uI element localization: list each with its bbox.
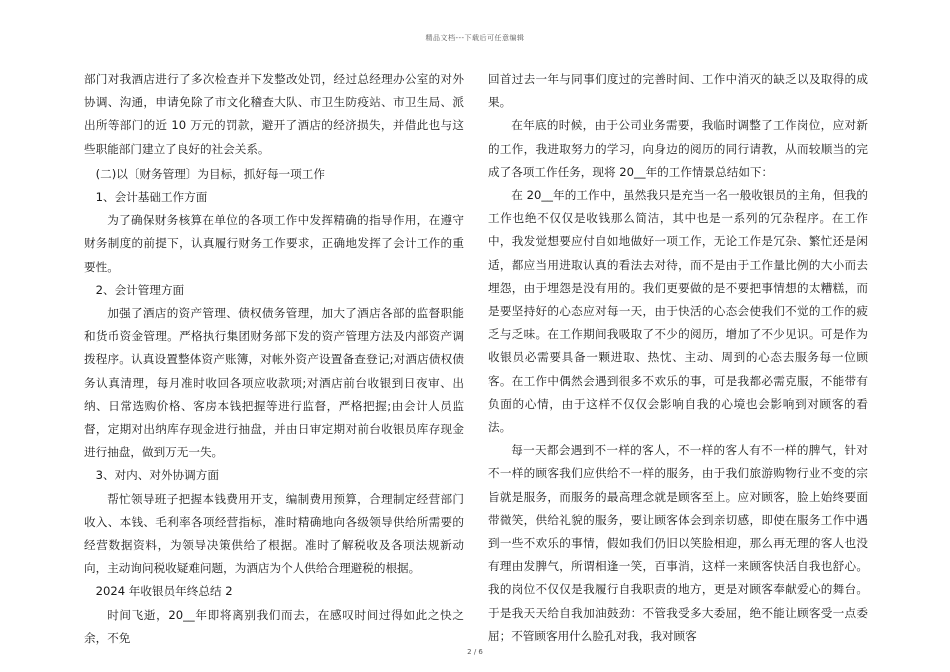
- subsection-heading: 2、会计管理方面: [95, 282, 185, 297]
- right-column: [488, 68, 868, 648]
- subsection-heading: 1、会计基础工作方面: [95, 190, 208, 205]
- page-number: 2 / 6: [467, 648, 483, 656]
- page-header: 精品文档---下载后可任意编辑: [425, 34, 525, 42]
- paragraph: 帮忙领导班子把握本钱费用开支，编制费用预算，合理制定经营部门收入、本钱、毛利率各项经营指标，准时精确地向各级领导供给所需要的经营数据资料，为领导决策供给了根据。准时了解税收及各项法规新动向，主动询问税收疑难问题，为酒店为个人供给合理避税的根据。: [84, 491, 464, 576]
- section-heading: (二)以〔财务管理〕为目标，抓好每一项工作: [95, 166, 325, 181]
- paragraph: 在 20__年的工作中，虽然我只是充当一名一般收银员的主角，但我的工作也绝不仅仅是收钱那么简洁，其中也是一系列的冗杂程序。在工作中，我发觉想要应付自如地做好一项工作，无论工作是冗杂、繁忙还是闲适，都应当用进取认真的看法去对待，而不是由于工作量比例的大小而去埋怨，由于埋怨是没有用的。我们更要做的是不要把事情想的太糟糕，而是要坚持好的心态应对每一天，由于快活的心态会使我们不觉的工作的疲乏与乏味。在工作期间我吸取了不少的阅历，增加了不少见识。可是作为收银员必需要具备一颗进取、热忱、主动、周到的心态去服务每一位顾客。在工作中偶然会遇到很多不欢乐的事，可是我都必需克服，不能带有负面的心情，由于这样不仅仅会影响自我的心境也会影响到对顾客的看法。: [488, 188, 868, 435]
- left-column: [84, 68, 464, 650]
- paragraph: 加强了酒店的资产管理、债权债务管理，加大了酒店各部的监督职能和货币资金管理。严格执行集团财务部下发的资产管理方法及内部资产调拨程序。认真设置整体资产账簿，对帐外资产设置备查登记;对酒店债权债务认真清理，每月准时收回各项应收款项;对酒店前台收银到日夜审、出纳、日常选购价格、客房本钱把握等进行监督，严格把握;由会计人员监督，定期对出纳库存现金进行抽盘，并由日审定期对前台收银员库存现金进行抽盘，做到万无一失。: [84, 306, 464, 460]
- paragraph: 部门对我酒店进行了多次检查并下发整改处罚，经过总经理办公室的对外协调、沟通，申请免除了市文化稽查大队、市卫生防疫站、市卫生局、派出所等部门的近 10 万元的罚款，避开了酒店的经济损失，并借此也与这些职能部门建立了良好的社会关系。: [84, 72, 464, 156]
- paragraph: 在年底的时候，由于公司业务需要，我临时调整了工作岗位，应对新的工作，我进取努力的学习，向身边的阅历的同行请教，从而较顺当的完成了各项工作任务，现将 20__年的工作情景总结如下：: [488, 118, 868, 179]
- paragraph: 回首过去一年与同事们度过的完善时间、工作中消灭的缺乏以及取得的成果。: [488, 72, 868, 110]
- paragraph: 时间飞逝，20__年即将离别我们而去，在感叹时间过得如此之快之余，不免: [84, 607, 464, 645]
- subsection-heading: 3、对内、对外协调方面: [95, 468, 219, 483]
- paragraph: 为了确保财务核算在单位的各项工作中发挥精确的指导作用，在遵守财务制度的前提下，认真履行财务工作要求，正确地发挥了会计工作的重要性。: [84, 213, 464, 274]
- paragraph: 每一天都会遇到不一样的客人，不一样的客人有不一样的脾气，针对不一样的顾客我们应供给不一样的服务，由于我们旅游购物行业不变的宗旨就是服务，而服务的最高理念就是顾客至上。应对顾客，脸上始终要面带微笑，供给礼貌的服务，要让顾客体会到亲切感，即使在服务工作中遇到一些不欢乐的事情，假如我们仍旧以笑脸相迎，那么再无理的客人也没有理由发脾气，所谓相逢一笑，百事消，这样一来顾客快活自我也舒心。我的岗位不仅仅是我履行自我职责的地方，更是对顾客奉献爱心的舞台。于是我天天给自我加油鼓劲：不管我受多大委屈，绝不能让顾客受一点委屈；不管顾客用什么脸孔对我，我对顾客: [488, 443, 868, 643]
- document-title: 2024 年收银员年终总结 2: [95, 584, 233, 599]
